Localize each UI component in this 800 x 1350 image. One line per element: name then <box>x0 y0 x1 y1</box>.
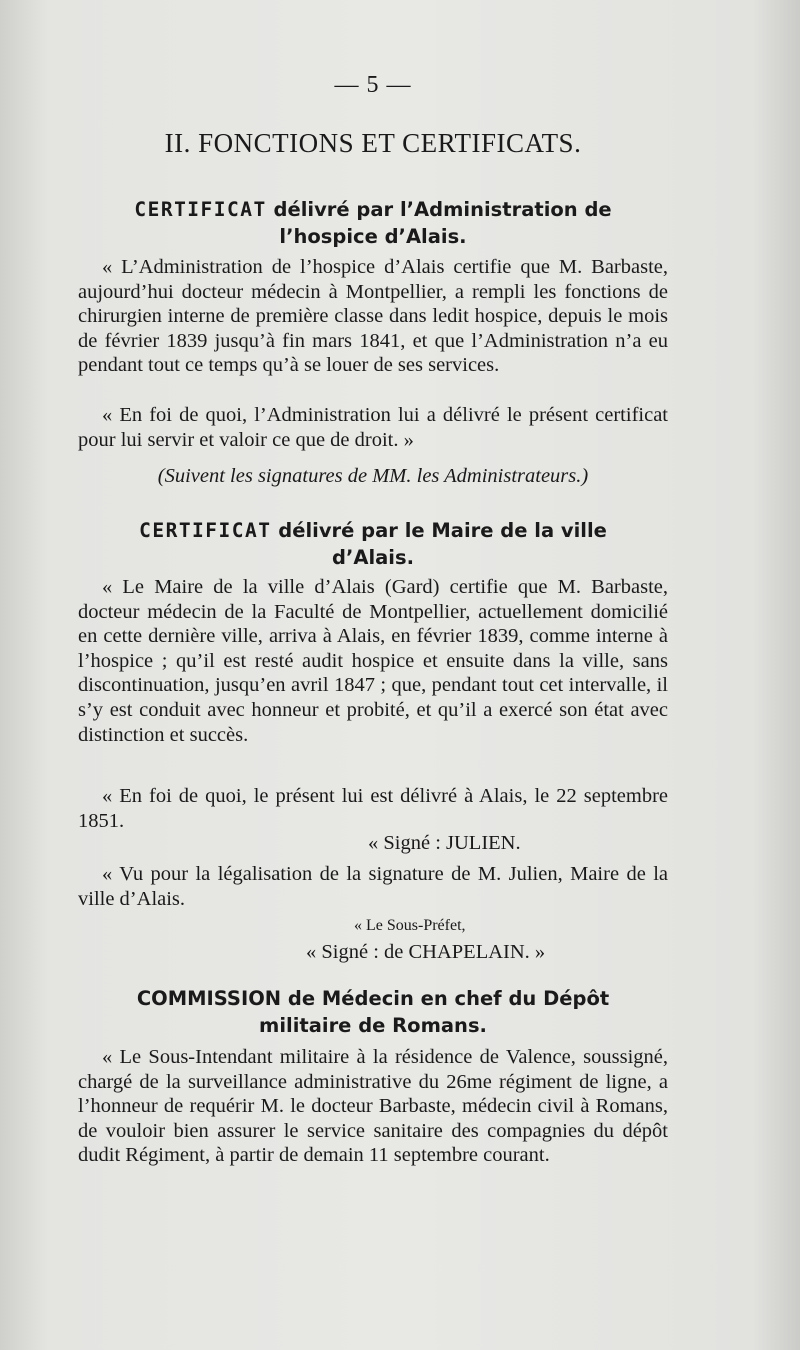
cert2-heading-line2: d’Alais. <box>332 546 414 569</box>
cert2-paragraph-legalisation: « Vu pour la légalisation de la signature de M. Julien, Maire de la ville d’Alais. <box>78 863 668 910</box>
cert1-paragraph-2: « En foi de quoi, l’Administration lui a délivré le présent certificat pour lui servir et valoir ce que de droit. » <box>78 404 668 451</box>
section-title: II. FONCTIONS ET CERTIFICATS. <box>164 128 582 158</box>
cert1-signatures-note: (Suivent les signatures de MM. les Administrateurs.) <box>157 465 589 487</box>
commission-paragraph-1: « Le Sous-Intendant militaire à la résidence de Valence, soussigné, chargé de la surveillance administrative du 26me régiment de ligne, a l’honneur de requérir M. le docteur Barbaste, médecin civil à Romans, de vouloir bien assurer le service sanitaire des compagnies du dépôt dudit Régiment, à partir de demain 11 septembre courant. <box>78 1046 668 1167</box>
cert2-signed-chapelain: « Signé : de CHAPELAIN. » <box>306 941 546 963</box>
cert1-heading-rest: délivré par l’Administration de <box>266 198 612 221</box>
cert2-heading <box>78 517 668 571</box>
cert2-heading-lead: CERTIFICAT <box>139 519 272 542</box>
cert1-paragraph-1: « L’Administration de l’hospice d’Alais certifie que M. Barbaste, aujourd’hui docteur médecin à Montpellier, a rempli les fonctions de chirurgien interne de première classe dans ledit hospice, depuis le mois de février 1839 jusqu’à fin mars 1841, et que l’Administration n’a eu pendant tout ce temps qu’à se louer de ses services. <box>78 256 668 377</box>
cert2-sous-prefet: « Le Sous-Préfet, <box>354 917 466 934</box>
commission-heading <box>78 985 668 1039</box>
cert1-heading <box>78 196 668 250</box>
cert2-paragraph-2: « En foi de quoi, le présent lui est délivré à Alais, le 22 septembre 1851. <box>78 785 668 832</box>
commission-heading-line2: militaire de Romans. <box>259 1014 487 1037</box>
cert1-heading-line2: l’hospice d’Alais. <box>279 225 467 248</box>
cert2-heading-rest: délivré par le Maire de la ville <box>271 519 607 542</box>
cert2-paragraph-1: « Le Maire de la ville d’Alais (Gard) certifie que M. Barbaste, docteur médecin de la Faculté de Montpellier, actuellement domicilié en cette dernière ville, arriva à Alais, en février 1839, comme interne à l’hospice ; qu’il est resté audit hospice et ensuite dans la ville, sans discontinuation, jusqu’en avril 1847 ; que, pendant tout cet intervalle, il s’y est conduit avec honneur et probité, et qu’il a exercé son état avec distinction et succès. <box>78 576 668 746</box>
commission-heading-line1: COMMISSION de Médecin en chef du Dépôt <box>136 987 610 1010</box>
page-number: — 5 — <box>334 72 412 98</box>
cert2-signed-julien: « Signé : JULIEN. <box>368 832 521 854</box>
cert1-heading-lead: CERTIFICAT <box>134 198 267 221</box>
